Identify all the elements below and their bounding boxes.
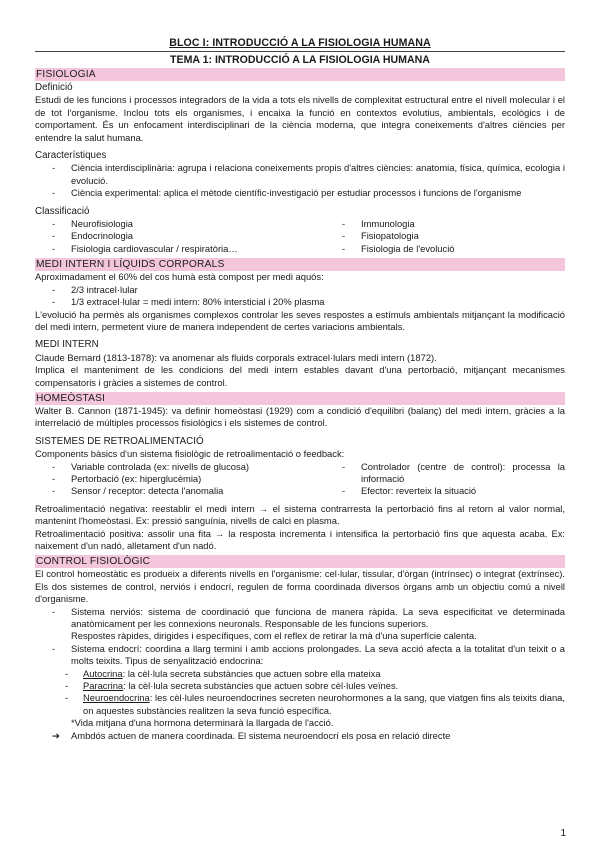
endocrine-system-text: Sistema endocrí: coordina a llarg termini i amb accions prolongades. La seva acció afecta a la totalitat d'un teixit o a molts teixits. Tipus de senyalització endocrina: — [71, 642, 565, 667]
control-systems-list — [35, 606, 565, 668]
document-page — [35, 37, 565, 742]
bernard-text-2: Implica el manteniment de les condicions del medi intern estables davant d'una pertorbació, mitjançant mecanismes compensatoris i gràcies a sistemes de control. — [35, 364, 565, 388]
nervous-system-text: Sistema nerviós: sistema de coordinació que funciona de manera ràpida. La seva especificitat ve determinada anatòmicament per les connexions neuronals. Responsable de les funcions superiors. — [71, 605, 565, 630]
positive-feedback-text: Retroalimentació positiva: assolir una fita → la resposta incrementa i intensifica la pertorbació fins que aquesta acaba. Ex: naixement d'un nadó, alletament d'un nadó. — [35, 527, 565, 551]
list-item — [35, 643, 565, 668]
list-item: - Endocrinologia — [35, 230, 325, 242]
components-label: Components bàsics d'un sistema fisiològic de retroalimentació o feedback: — [35, 448, 345, 460]
definition-text: Estudi de les funcions i processos integradors de la vida a tots els nivells de complexitat estructural entre el nivell molecular i el de tot l'organisme. Inclou tots els organismes, i encaixa la funció en contextos evolutius, ambientals, ecològics i de comportament. És un enfocament interdisciplinari de la ciència moderna, que integra coneixements d'altres ciències per entendre la salut humana. — [35, 94, 565, 143]
list-item: - Ciència interdisciplinària: agrupa i relaciona coneixements propis d'altres ciències: anatomia, física, química, ecologia i evolució. — [35, 162, 565, 187]
components-columns — [35, 461, 565, 498]
negative-feedback-text: Retroalimentació negativa: reestablir el medi intern → el sistema contrarresta la pertorbació fins al retorn al valor normal, mantenint l'homeòstasi. Ex: pressió sanguínia, nivells de calci en plasma. — [35, 502, 565, 527]
list-item: - 2/3 intracel·lular — [35, 284, 565, 296]
section-heading-fisiologia: FISIOLOGIA — [35, 68, 565, 81]
hormone-note: *Vida mitjana d'una hormona determinarà la llargada de l'acció. — [71, 717, 334, 729]
feedback-subheading: SISTEMES DE RETROALIMENTACIÓ — [35, 435, 204, 447]
characteristics-label: Característiques — [35, 150, 107, 162]
definition-label: Definició — [35, 82, 73, 93]
section-heading-homeostasi: HOMEÒSTASI — [35, 392, 565, 405]
list-item: - Neuroendocrina: les cèl·lules neuroendocrines secreten neurohormones a la sang, que viatgen fins als teixits diana, on aquestes substàncies realitzen la seva funció específica. — [35, 692, 565, 717]
page-number: 1 — [560, 828, 566, 839]
medi-intern-subheading: MEDI INTERN — [35, 339, 99, 351]
list-item: - Fisiologia de l'evolució — [325, 243, 565, 255]
control-intro: El control homeostàtic es produeix a diferents nivells en l'organisme: cel·lular, tissular, d'òrgan (intrínsec) o integrat (extrínsec). Els dos sistemes de control, nerviós i endocrí, regulen de forma coordinada diversos òrgans amb un objectiu comú a nivell d'organisme. — [35, 568, 565, 605]
positive-feedback-label: Retroalimentació positiva — [35, 527, 142, 539]
characteristics-list — [35, 162, 565, 199]
classification-columns — [35, 218, 565, 255]
list-item: - Efector: reverteix la situació — [325, 485, 565, 497]
coordination-note: ➔ Ambdós actuen de manera coordinada. El sistema neuroendocrí els posa en relació directe — [52, 729, 451, 741]
negative-feedback-label: Retroalimentació negativa — [35, 502, 146, 514]
signaling-types-list — [35, 668, 565, 718]
list-item: - Fisiopatologia — [325, 230, 565, 242]
list-item: - Controlador (centre de control): processa la informació — [325, 461, 565, 486]
list-item: - 1/3 extracel·lular = medi intern: 80% intersticial i 20% plasma — [35, 296, 565, 308]
topic-title: TEMA 1: INTRODUCCIÓ A LA FISIOLOGIA HUMANA — [35, 51, 565, 65]
list-item: - Neurofisiologia — [35, 218, 325, 230]
list-item: - Fisiologia cardiovascular / respiratòria… — [35, 243, 325, 255]
list-item — [35, 606, 565, 643]
list-item: - Sensor / receptor: detecta l'anomalia — [35, 485, 325, 497]
arrow-icon: ➔ — [52, 729, 60, 741]
list-item: - Paracrina: la cèl·lula secreta substàncies que actuen sobre cèl·lules veïnes. — [35, 680, 565, 692]
list-item: - Variable controlada (ex: nivells de glucosa) — [35, 461, 325, 473]
evolution-text: L'evolució ha permès als organismes complexos controlar les seves respostes a estímuls ambientals mitjançant la modificació del medi intern, permetent viure de manera independent de certes variacions ambientals. — [35, 308, 565, 332]
section-heading-medi-intern: MEDI INTERN I LÍQUIDS CORPORALS — [35, 258, 565, 271]
section-heading-control: CONTROL FISIOLÒGIC — [35, 555, 565, 568]
list-item: - Ciència experimental: aplica el mètode científic-investigació per estudiar processos i funcions de l'organisme — [35, 187, 565, 199]
classification-label: Classificació — [35, 205, 90, 217]
cannon-text: Walter B. Cannon (1871-1945): va definir homeòstasi (1929) com a condició d'equilibri (balanç) del medi intern, gràcies a la interrelació de múltiples processos fisiològics i els sistemes de control. — [35, 404, 565, 429]
nervous-system-text-2: Respostes ràpides, dirigides i específiques, com el reflex de retirar la mà d'una superfície calenta. — [71, 630, 477, 642]
medi-list — [35, 284, 565, 309]
bernard-text: Claude Bernard (1813-1878): va anomenar als fluids corporals extracel·lulars medi intern (1872). — [35, 351, 437, 363]
medi-intro: Aproximadament el 60% del cos humà està compost per medi aquós: — [35, 271, 324, 283]
list-item: - Immunologia — [325, 218, 565, 230]
list-item: - Pertorbació (ex: hiperglucèmia) — [35, 473, 325, 485]
list-item: - Autocrina: la cèl·lula secreta substàncies que actuen sobre ella mateixa — [35, 668, 565, 680]
block-title: BLOC I: INTRODUCCIÓ A LA FISIOLOGIA HUMANA — [169, 37, 431, 49]
